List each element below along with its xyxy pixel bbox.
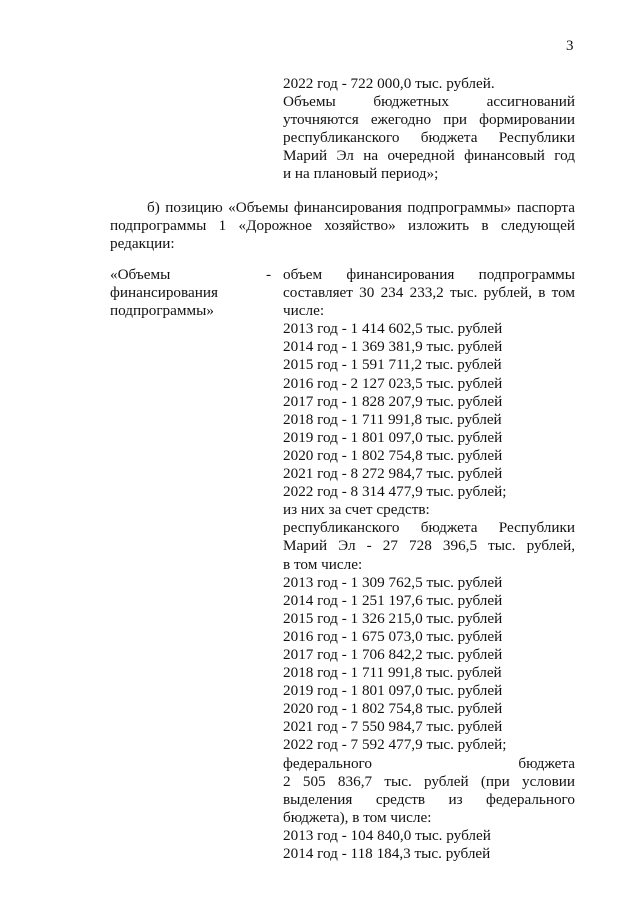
list-item: 2013 год - 104 840,0 тыс. рублей — [283, 826, 491, 844]
text-line: подпрограммы» — [110, 302, 214, 320]
total-by-year-list — [283, 320, 575, 501]
list-item: 2015 год - 1 591 711,2 тыс. рублей — [283, 356, 502, 374]
list-item: 2020 год - 1 802 754,8 тыс. рублей — [283, 700, 503, 718]
list-item: 2017 год - 1 706 842,2 тыс. рублей — [283, 645, 503, 663]
list-item: 2015 год - 1 326 215,0 тыс. рублей — [283, 609, 503, 627]
position-label — [110, 266, 250, 320]
text-line: составляет 30 234 233,2 тыс. рублей, в том — [283, 284, 575, 302]
text-line: бюджета), в том числе: — [283, 808, 432, 826]
list-item: 2017 год - 1 828 207,9 тыс. рублей — [283, 392, 503, 410]
text-line: Объемы бюджетных ассигнований — [283, 93, 575, 111]
federal-by-year-list — [283, 827, 575, 863]
text-line: б) позицию «Объемы финансирования подпрограммы» паспорта — [147, 199, 575, 216]
text-line: финансирования — [110, 284, 218, 302]
list-item: 2018 год - 1 711 991,8 тыс. рублей — [283, 664, 502, 682]
list-item: 2021 год - 8 272 984,7 тыс. рублей — [283, 465, 503, 483]
text-line: республиканского бюджета Республики — [283, 519, 575, 537]
list-item: 2014 год - 118 184,3 тыс. рублей — [283, 845, 491, 862]
republican-by-year-list — [283, 574, 575, 755]
list-item: 2019 год - 1 801 097,0 тыс. рублей — [283, 428, 503, 446]
text-line: «Объемы — [110, 266, 171, 283]
text-line: в том числе: — [283, 555, 363, 573]
separator-dash: - — [266, 266, 272, 283]
list-item: 2016 год - 1 675 073,0 тыс. рублей — [283, 627, 503, 645]
list-item: 2016 год - 2 127 023,5 тыс. рублей — [283, 374, 503, 392]
text-line: Марий Эл на очередной финансовый год — [283, 147, 575, 165]
text-line: подпрограммы 1 «Дорожное хозяйство» изложить в следующей — [110, 217, 575, 235]
list-item: 2019 год - 1 801 097,0 тыс. рублей — [283, 682, 503, 700]
page-number: 3 — [566, 38, 574, 54]
text-line: числе: — [283, 302, 325, 320]
list-item: 2022 год - 8 314 477,9 тыс. рублей; — [283, 483, 507, 501]
list-item: 2014 год - 1 251 197,6 тыс. рублей — [283, 591, 503, 609]
list-item: 2018 год - 1 711 991,8 тыс. рублей — [283, 410, 502, 428]
text-line: 2022 год - 722 000,0 тыс. рублей. — [283, 75, 495, 92]
text-line: объем финансирования подпрограммы — [283, 266, 575, 283]
list-item: 2013 год - 1 309 762,5 тыс. рублей — [283, 573, 503, 591]
paragraph-b — [110, 199, 575, 253]
text-line: федерального бюджета — [283, 754, 575, 772]
list-item: 2020 год - 1 802 754,8 тыс. рублей — [283, 446, 503, 464]
financing-description — [283, 266, 575, 863]
list-item: 2014 год - 1 369 381,9 тыс. рублей — [283, 338, 503, 356]
text-line: Марий Эл - 27 728 396,5 тыс. рублей, — [283, 537, 575, 555]
text-line: и на плановый период»; — [283, 165, 439, 183]
text-line: редакции: — [110, 235, 175, 253]
list-item: 2022 год - 7 592 477,9 тыс. рублей; — [283, 736, 507, 754]
text-line: республиканского бюджета Республики — [283, 129, 575, 147]
text-line: из них за счет средств: — [283, 501, 430, 519]
previous-position-continuation — [283, 75, 575, 184]
list-item: 2021 год - 7 550 984,7 тыс. рублей — [283, 718, 503, 736]
list-item: 2013 год - 1 414 602,5 тыс. рублей — [283, 320, 503, 338]
text-line: уточняются ежегодно при формировании — [283, 111, 575, 129]
text-line: 2 505 836,7 тыс. рублей (при условии — [283, 772, 575, 790]
text-line: выделения средств из федерального — [283, 790, 575, 808]
